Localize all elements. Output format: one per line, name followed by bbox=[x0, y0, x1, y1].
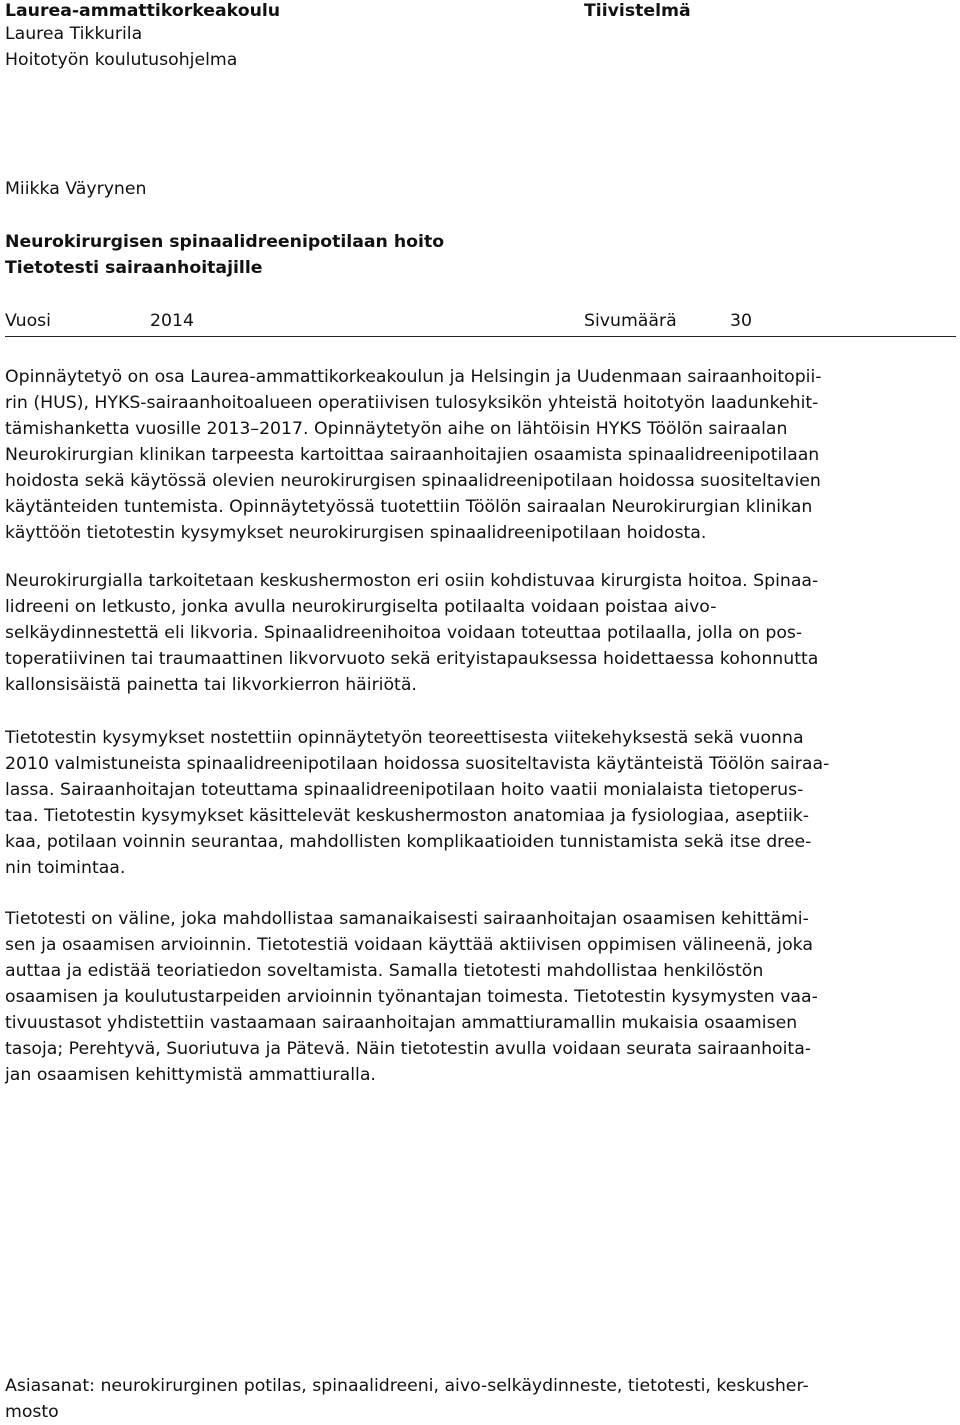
paragraph-line: Tietotesti on väline, joka mahdollistaa samanaikaisesti sairaanhoitajan osaamisen kehittämi- bbox=[5, 909, 809, 929]
programme-name: Hoitotyön koulutusohjelma bbox=[5, 50, 238, 70]
paragraph-line: Neurokirurgialla tarkoitetaan keskushermoston eri osiin kohdistuvaa kirurgista hoitoa. Spinaa- bbox=[5, 571, 819, 591]
paragraph-line: käytänteiden tuntemista. Opinnäytetyössä tuotettiin Töölön sairaalan Neurokirurgian klinikan bbox=[5, 497, 813, 517]
institution-name: Laurea-ammattikorkeakoulu bbox=[5, 1, 281, 21]
paragraph-line: tämishanketta vuosille 2013–2017. Opinnäytetyön aihe on lähtöisin HYKS Töölön sairaalan bbox=[5, 419, 788, 439]
paragraph-line: Neurokirurgian klinikan tarpeesta kartoittaa sairaanhoitajien osaamista spinaalidreenipotilaan bbox=[5, 445, 820, 465]
header-divider bbox=[5, 336, 956, 337]
year-value: 2014 bbox=[150, 311, 194, 331]
keywords-line: Asiasanat: neurokirurginen potilas, spinaalidreeni, aivo-selkäydinneste, tietotesti, keskusher- bbox=[5, 1376, 809, 1396]
paragraph-line: kaa, potilaan voinnin seurantaa, mahdollisten komplikaatioiden tunnistamista sekä itse dree- bbox=[5, 832, 812, 852]
paragraph-line: selkäydinnestettä eli likvoria. Spinaalidreenihoitoa voidaan toteuttaa potilaalla, jolla on pos- bbox=[5, 623, 803, 643]
abstract-paragraph-4 bbox=[5, 906, 950, 1088]
paragraph-line: lidreeni on letkusto, jonka avulla neurokirurgiselta potilaalta voidaan poistaa aivo- bbox=[5, 597, 717, 617]
paragraph-line: lassa. Sairaanhoitajan toteuttama spinaalidreenipotilaan hoito vaatii monialaista tietoperus- bbox=[5, 780, 804, 800]
document-type: Tiivistelmä bbox=[584, 1, 691, 21]
paragraph-line: hoidosta sekä käytössä olevien neurokirurgisen spinaalidreenipotilaan hoidossa suositeltavien bbox=[5, 471, 821, 491]
paragraph-line: 2010 valmistuneista spinaalidreenipotilaan hoidossa suositeltavista käytänteistä Töölön sairaa- bbox=[5, 754, 830, 774]
campus-name: Laurea Tikkurila bbox=[5, 24, 143, 44]
paragraph-line: Tietotestin kysymykset nostettiin opinnäytetyön teoreettisesta viitekehyksestä sekä vuonna bbox=[5, 728, 804, 748]
paragraph-line: sen ja osaamisen arvioinnin. Tietotestiä voidaan käyttää aktiivisen oppimisen välineenä, joka bbox=[5, 935, 813, 955]
paragraph-line: toperatiivinen tai traumaattinen likvorvuoto sekä erityistapauksessa hoidettaessa kohonnutta bbox=[5, 649, 819, 669]
keywords-line: mosto bbox=[5, 1402, 59, 1422]
page-count-label: Sivumäärä bbox=[584, 311, 677, 331]
thesis-subtitle: Tietotesti sairaanhoitajille bbox=[5, 258, 263, 278]
keywords bbox=[5, 1373, 809, 1425]
paragraph-line: jan osaamisen kehittymistä ammattiuralla. bbox=[5, 1065, 376, 1085]
paragraph-line: kallonsisäistä painetta tai likvorkierron häiriötä. bbox=[5, 675, 417, 695]
paragraph-line: tasoja; Perehtyvä, Suoriutuva ja Pätevä. Näin tietotestin avulla voidaan seurata sairaanhoita- bbox=[5, 1039, 812, 1059]
paragraph-line: osaamisen ja koulutustarpeiden arvioinnin työnantajan toimesta. Tietotestin kysymysten vaa- bbox=[5, 987, 818, 1007]
metadata-row bbox=[0, 308, 960, 336]
abstract-paragraph-1 bbox=[5, 364, 950, 546]
abstract-paragraph-2 bbox=[5, 568, 950, 698]
paragraph-line: rin (HUS), HYKS-sairaanhoitoalueen operatiivisen tulosyksikön yhteistä hoitotyön laadunkehit- bbox=[5, 393, 819, 413]
abstract-paragraph-3 bbox=[5, 725, 950, 881]
paragraph-line: taa. Tietotestin kysymykset käsittelevät keskushermoston anatomiaa ja fysiologiaa, aseptiik- bbox=[5, 806, 810, 826]
year-label: Vuosi bbox=[5, 311, 51, 331]
paragraph-line: nin toimintaa. bbox=[5, 858, 126, 878]
paragraph-line: käyttöön tietotestin kysymykset neurokirurgisen spinaalidreenipotilaan hoidosta. bbox=[5, 523, 707, 543]
page-count-value: 30 bbox=[730, 311, 752, 331]
author-name: Miikka Väyrynen bbox=[5, 179, 147, 199]
paragraph-line: auttaa ja edistää teoriatiedon soveltamista. Samalla tietotesti mahdollistaa henkilöstön bbox=[5, 961, 764, 981]
paragraph-line: Opinnäytetyö on osa Laurea-ammattikorkeakoulun ja Helsingin ja Uudenmaan sairaanhoitopii- bbox=[5, 367, 822, 387]
thesis-title: Neurokirurgisen spinaalidreenipotilaan hoito bbox=[5, 232, 445, 252]
paragraph-line: tivuustasot yhdistettiin vastaamaan sairaanhoitajan ammattiuramallin mukaisia osaamisen bbox=[5, 1013, 798, 1033]
